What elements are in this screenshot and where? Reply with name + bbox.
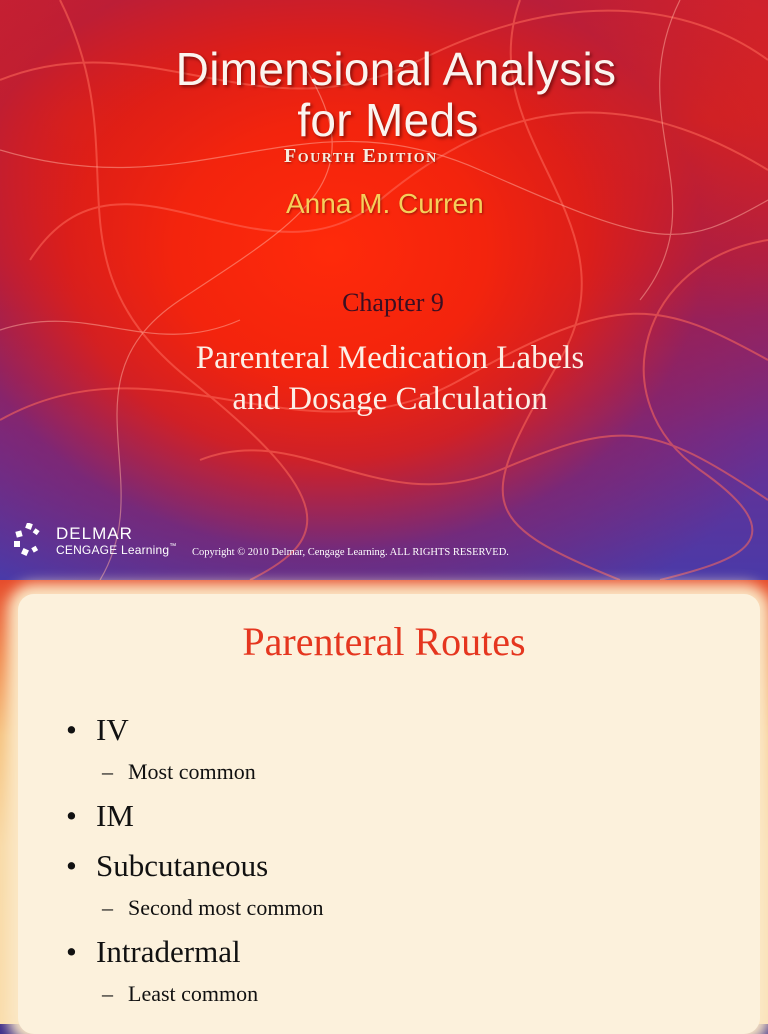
copyright-notice: Copyright © 2010 Delmar, Cengage Learning. ALL RIGHTS RESERVED. [192,547,509,558]
chapter-subtitle-line1: Parenteral Medication Labels [195,340,585,376]
bullet-symbol: • [66,712,77,747]
content-slide [0,580,768,1024]
bullet-label: IM [96,798,134,833]
chapter-subtitle-line2: and Dosage Calculation [232,381,548,417]
bullet-item [66,712,129,748]
delmar-logo-icon [14,523,42,557]
sub-item-text: Most common [128,759,256,784]
book-title-line1: Dimensional Analysis [175,43,617,95]
chapter-label: Chapter 9 [342,288,444,317]
sub-item-text: Second most common [128,895,324,920]
author-name: Anna M. Curren [286,188,484,219]
bullet-item [66,934,241,970]
brand-delmar: DELMAR [56,524,133,543]
dash-symbol: – [102,981,113,1006]
dash-symbol: – [102,759,113,784]
bullet-label: Subcutaneous [96,848,269,883]
bullet-symbol: • [66,934,77,969]
bullet-symbol: • [66,798,77,833]
chapter-subtitle [0,338,768,420]
bullet-label: Intradermal [96,934,241,969]
bullet-label: IV [96,712,129,747]
sub-item [102,981,258,1007]
sub-item [102,895,324,921]
edition-label: Fourth Edition [284,145,438,167]
slide-title: Parenteral Routes [242,619,526,664]
book-title-line2: for Meds [297,94,479,146]
bullet-symbol: • [66,848,77,883]
brand-cengage-text: CENGAGE Learning [56,543,170,557]
sub-item [102,759,256,785]
trademark-symbol: ™ [169,543,177,550]
bullet-item [66,798,134,834]
brand-cengage [56,543,176,557]
sub-item-text: Least common [128,981,259,1006]
bullet-item [66,848,268,884]
dash-symbol: – [102,895,113,920]
